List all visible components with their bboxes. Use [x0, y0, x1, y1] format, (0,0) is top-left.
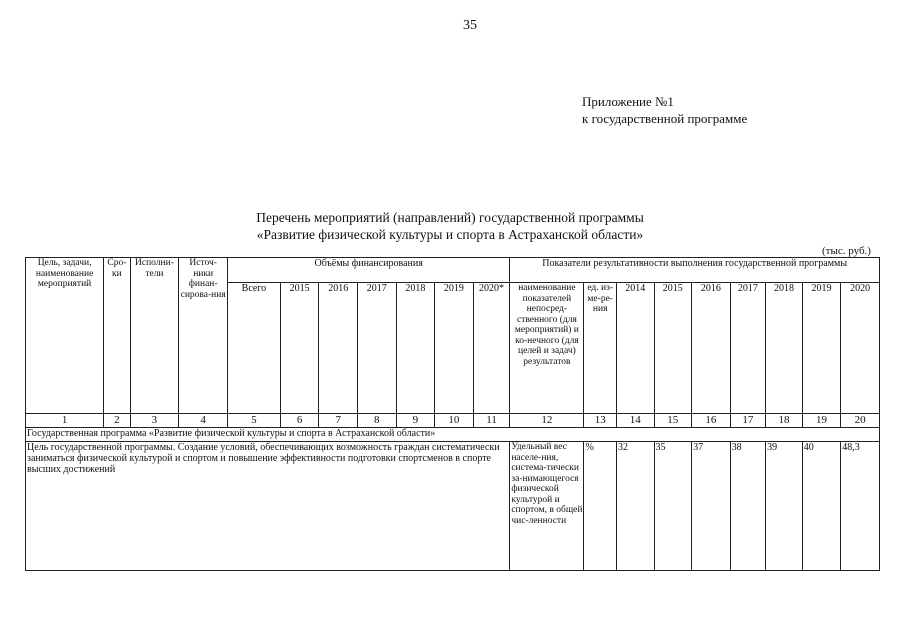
header-fin-year: 2017 [357, 283, 396, 414]
column-number: 7 [319, 414, 358, 428]
column-number: 2 [104, 414, 130, 428]
header-goal-tasks: Цель, задачи, наименование мероприятий [26, 258, 104, 414]
column-number: 8 [357, 414, 396, 428]
header-res-year: 2017 [730, 283, 766, 414]
header-fin-year: 2018 [396, 283, 435, 414]
header-results-group: Показатели результативности выполнения государственной программы [510, 258, 880, 283]
column-number: 13 [584, 414, 616, 428]
column-number: 19 [802, 414, 841, 428]
appendix-caption [582, 93, 747, 127]
column-number: 1 [26, 414, 104, 428]
column-number: 3 [130, 414, 179, 428]
column-number: 6 [280, 414, 319, 428]
column-number: 15 [654, 414, 692, 428]
goal-row-value: 48,3 [841, 442, 880, 571]
goal-row-unit: % [584, 442, 616, 571]
header-fin-year: 2015 [280, 283, 319, 414]
header-total: Всего [228, 283, 281, 414]
column-number: 17 [730, 414, 766, 428]
column-number: 4 [179, 414, 228, 428]
document-title [150, 209, 750, 243]
goal-row-value: 32 [616, 442, 654, 571]
column-number: 12 [510, 414, 584, 428]
column-number: 16 [692, 414, 731, 428]
column-number: 10 [435, 414, 474, 428]
column-number: 20 [841, 414, 880, 428]
units-label: (тыс. руб.) [822, 245, 871, 257]
header-res-year: 2014 [616, 283, 654, 414]
appendix-line-2: к государственной программе [582, 111, 748, 126]
column-number: 9 [396, 414, 435, 428]
goal-row-value: 38 [730, 442, 766, 571]
goal-row-value: 37 [692, 442, 731, 571]
header-funding-group: Объёмы финансирования [228, 258, 510, 283]
header-executors: Исполни-тели [130, 258, 179, 414]
header-res-year: 2018 [766, 283, 803, 414]
header-sources: Источ-ники финан-сирова-ния [179, 258, 228, 414]
column-number: 14 [616, 414, 654, 428]
header-indicator-name: наименование показателей непосред-ственного (для мероприятий) и ко-нечного (для целей и задач) результатов [510, 283, 584, 414]
column-number: 5 [228, 414, 281, 428]
program-row: Государственная программа «Развитие физической культуры и спорта в Астраханской области» [26, 428, 880, 442]
goal-row-indicator: Удельный вес населе-ния, система-тически за-нимающегося физической культурой и спортом, в общей чис-ленности [510, 442, 584, 571]
header-unit-measure: ед. из-ме-ре-ния [584, 283, 616, 414]
header-fin-year: 2019 [435, 283, 474, 414]
measures-table [25, 257, 880, 571]
goal-row-text: Цель государственной программы. Создание условий, обеспечивающих возможность граждан систематически заниматься физической культурой и спортом и повышение эффективности подготовки спортсменов в спорте высших достижений [26, 442, 510, 571]
page-number: 35 [463, 18, 477, 33]
header-fin-year: 2020* [473, 283, 510, 414]
title-line-1: Перечень мероприятий (направлений) государственной программы [256, 210, 644, 225]
header-fin-year: 2016 [319, 283, 358, 414]
goal-row-value: 39 [766, 442, 803, 571]
header-res-year: 2019 [802, 283, 841, 414]
goal-row-value: 35 [654, 442, 692, 571]
header-res-year: 2015 [654, 283, 692, 414]
goal-row-value: 40 [802, 442, 841, 571]
title-line-2: «Развитие физической культуры и спорта в Астраханской области» [256, 227, 644, 242]
header-terms: Сро-ки [104, 258, 130, 414]
column-number: 11 [473, 414, 510, 428]
header-res-year: 2016 [692, 283, 731, 414]
appendix-line-1: Приложение №1 [582, 94, 674, 109]
column-number: 18 [766, 414, 803, 428]
header-res-year: 2020 [841, 283, 880, 414]
